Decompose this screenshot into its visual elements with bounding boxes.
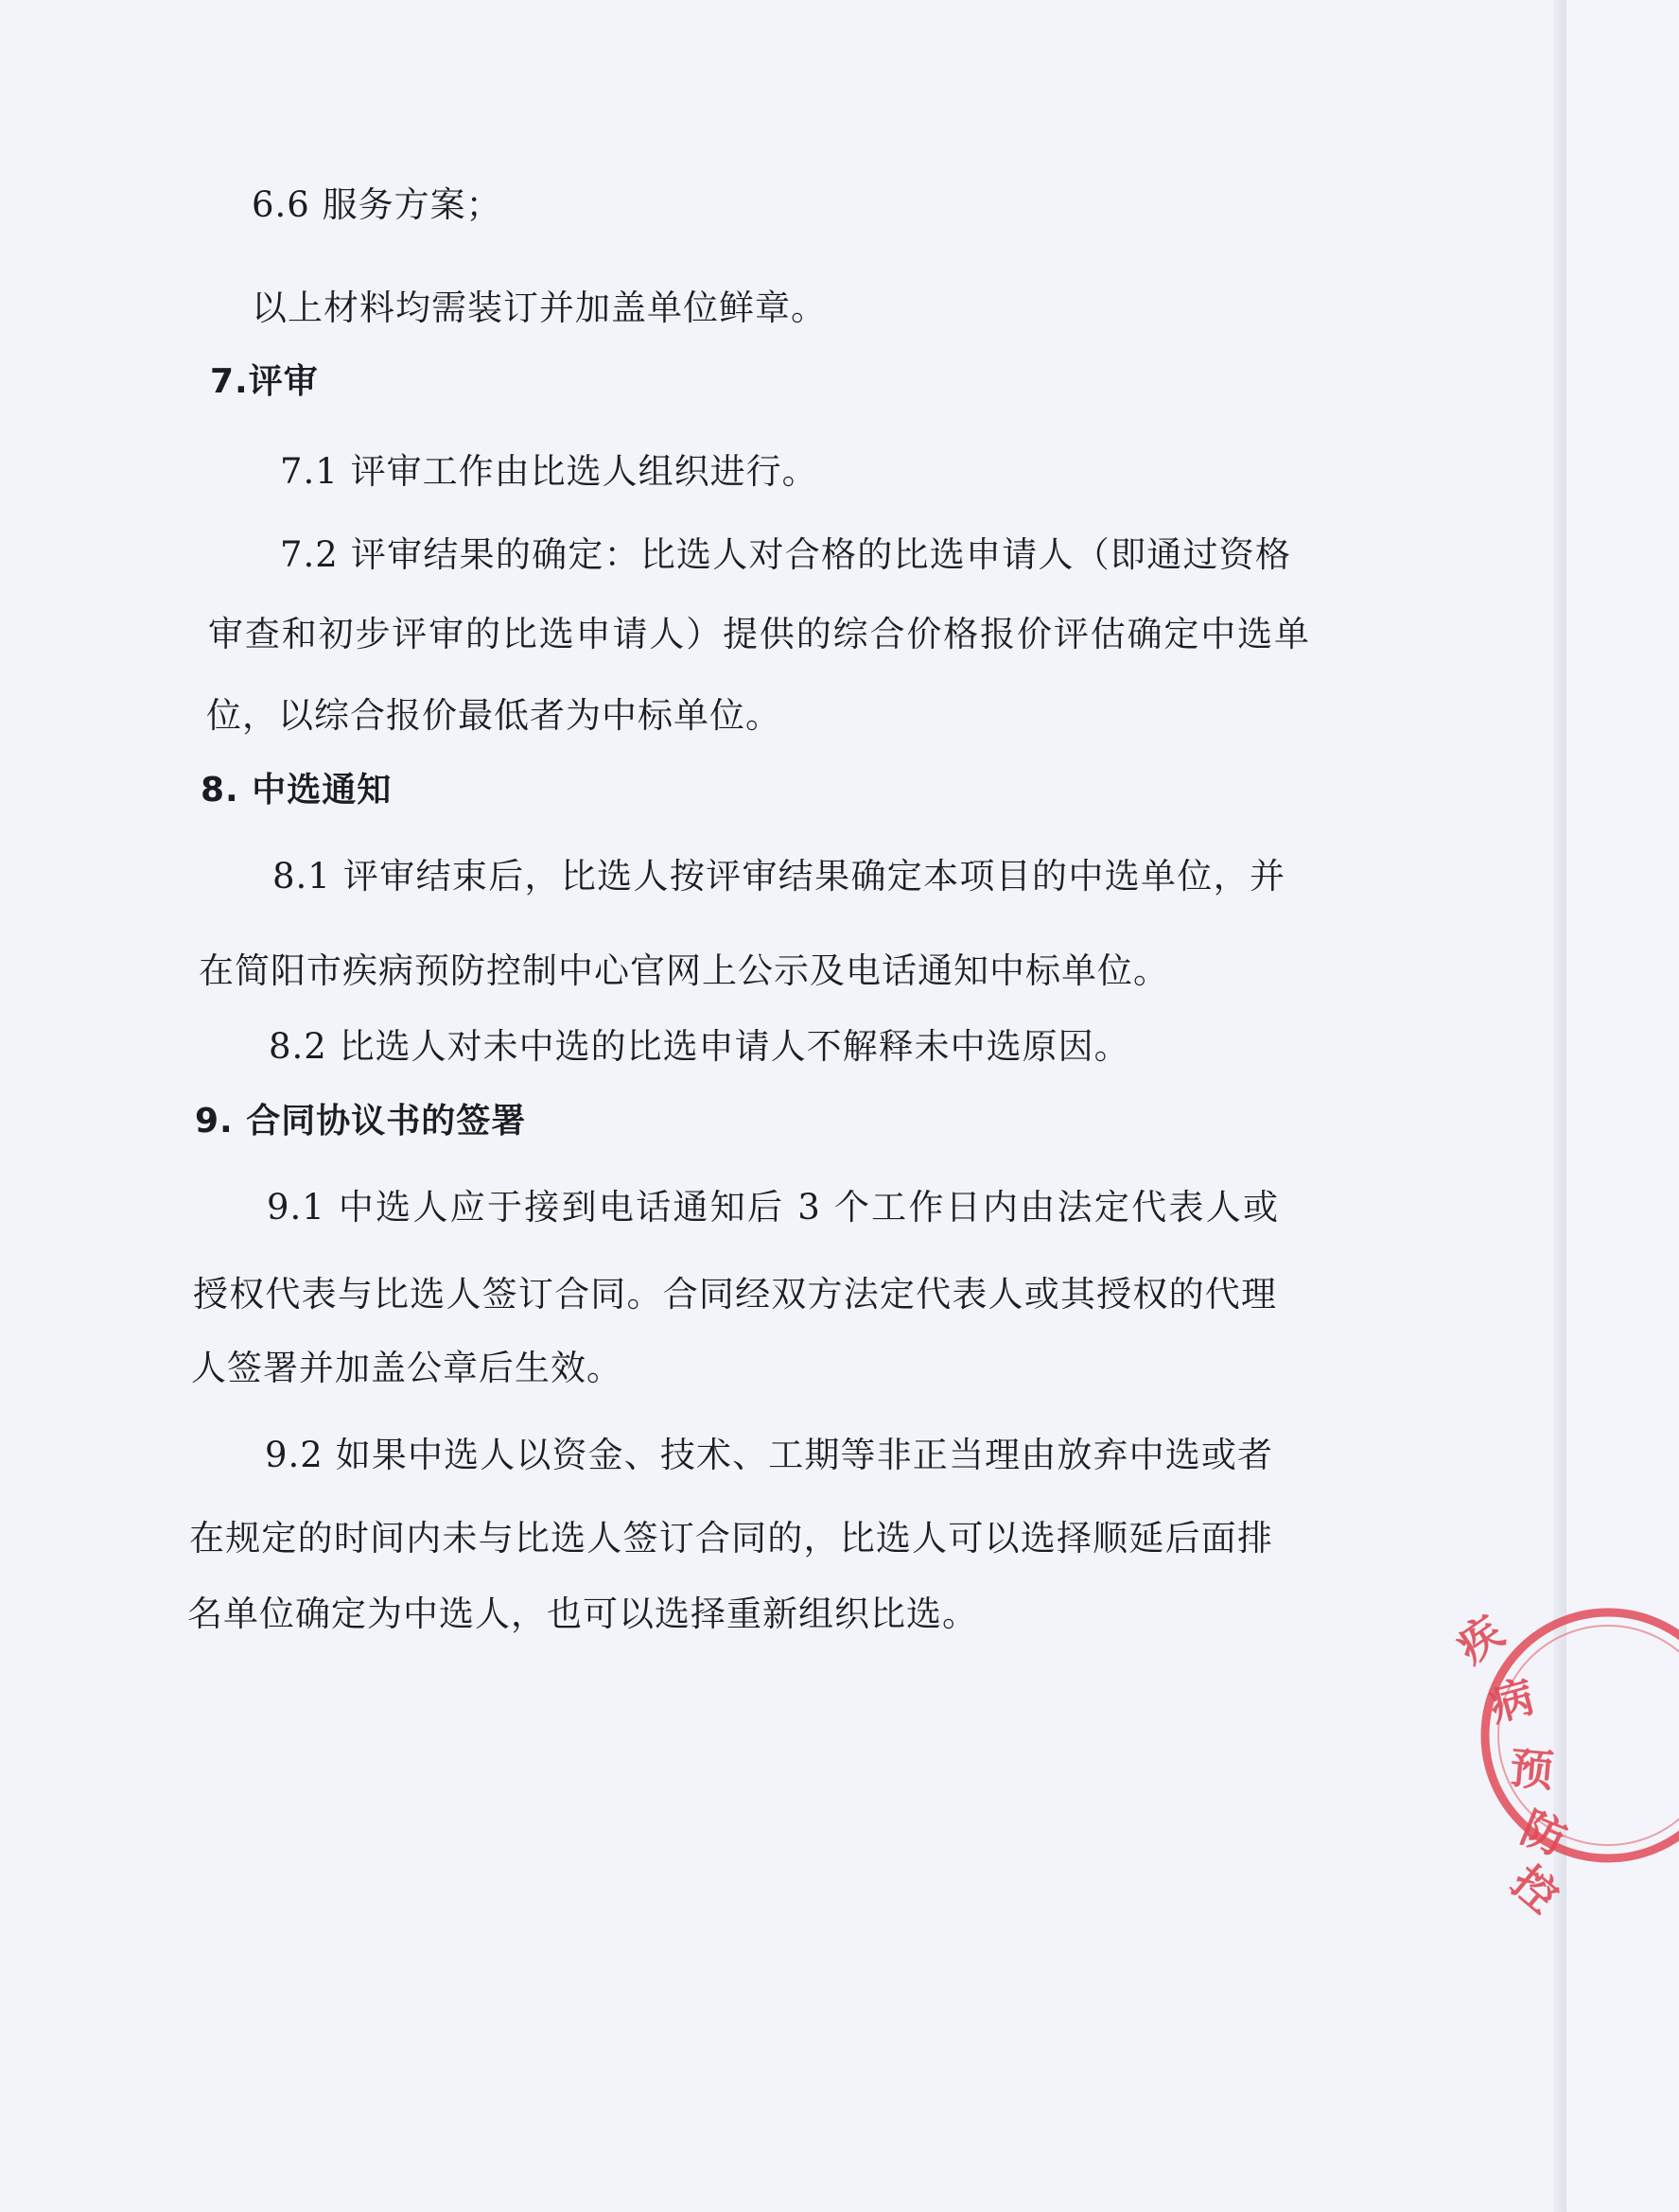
svg-text:疾: 疾 [1447, 1606, 1513, 1674]
text-line: 8.1 评审结束后，比选人按评审结果确定本项目的中选单位，并 [272, 856, 1285, 897]
svg-text:预: 预 [1508, 1742, 1556, 1797]
text-line: 7.1 评审工作由比选人组织进行。 [280, 451, 818, 492]
text-line: 授权代表与比选人签订合同。合同经双方法定代表人或其授权的代理 [193, 1274, 1277, 1315]
text-line: 在规定的时间内未与比选人签订合同的，比选人可以选择顺延后面排 [189, 1518, 1273, 1559]
text-line: 7.2 评审结果的确定：比选人对合格的比选申请人（即通过资格 [280, 534, 1291, 575]
text-line: 8.2 比选人对未中选的比选申请人不解释未中选原因。 [269, 1026, 1130, 1067]
section-heading-8: 8. 中选通知 [201, 771, 393, 810]
text-line: 人签署并加盖公章后生效。 [191, 1348, 622, 1388]
svg-text:病: 病 [1483, 1670, 1540, 1732]
text-line: 在简阳市疾病预防控制中心官网上公示及电话通知中标单位。 [199, 950, 1169, 991]
text-line: 9.1 中选人应于接到电话通知后 3 个工作日内由法定代表人或 [267, 1187, 1279, 1228]
svg-text:防: 防 [1513, 1802, 1574, 1866]
official-seal-stamp [1447, 1598, 1679, 1923]
text-line: 名单位确定为中选人，也可以选择重新组织比选。 [187, 1594, 978, 1634]
text-line: 6.6 服务方案； [252, 184, 502, 225]
text-line: 审查和初步评审的比选申请人）提供的综合价格报价评估确定中选单 [208, 614, 1310, 654]
section-heading-7: 7.评审 [210, 362, 319, 401]
text-line: 位，以综合报价最低者为中标单位。 [206, 695, 781, 736]
text-line: 9.2 如果中选人以资金、技术、工期等非正当理由放弃中选或者 [265, 1435, 1273, 1475]
svg-text:控: 控 [1501, 1855, 1568, 1923]
section-heading-9: 9. 合同协议书的签署 [195, 1102, 527, 1141]
text-line: 以上材料均需装订并加盖单位鲜章。 [252, 287, 827, 328]
